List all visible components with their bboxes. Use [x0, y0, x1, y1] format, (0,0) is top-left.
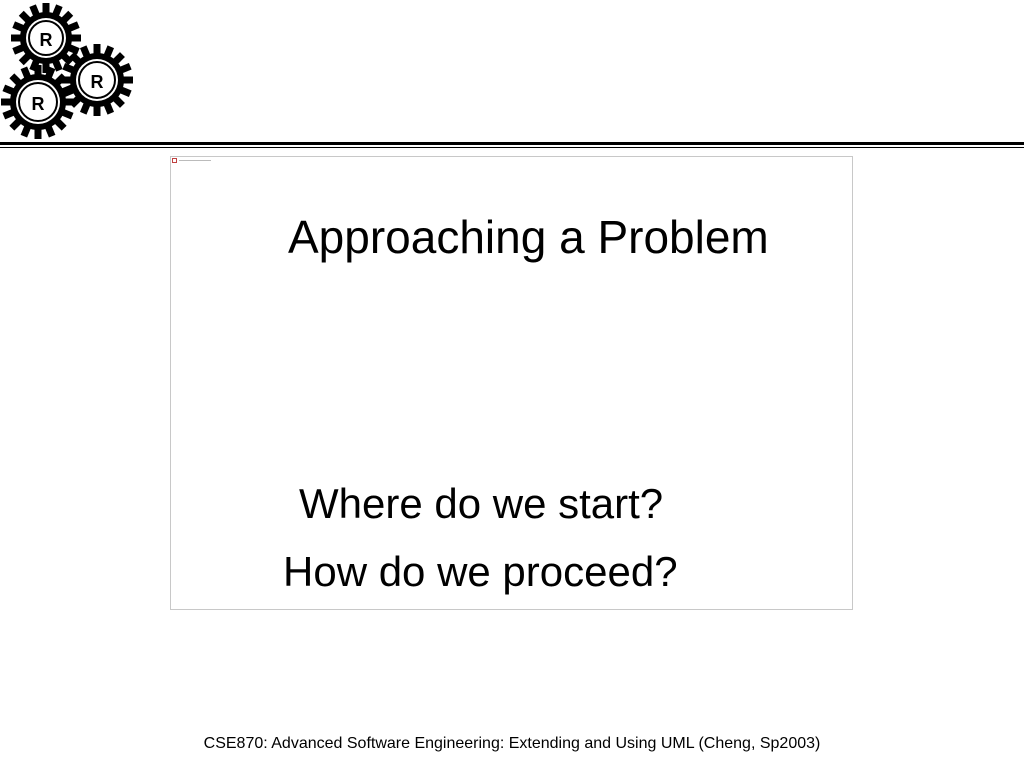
gears-logo — [0, 0, 140, 140]
gear-left-letter: R — [31, 94, 45, 114]
question-2: How do we proceed? — [283, 548, 678, 595]
footer-text: CSE870: Advanced Software Engineering: Extending and Using UML (Cheng, Sp2003) — [203, 735, 821, 752]
gear-top-letter: R — [39, 30, 53, 50]
header-rule-thin — [0, 147, 1024, 148]
header-rule-thick — [0, 142, 1024, 145]
gear-right-letter: R — [90, 72, 104, 92]
question-1: Where do we start? — [299, 480, 664, 527]
slide-title: Approaching a Problem — [288, 211, 769, 263]
embedded-object-icon — [172, 158, 177, 163]
embedded-object-caption — [179, 160, 211, 161]
slide-frame — [170, 156, 853, 610]
